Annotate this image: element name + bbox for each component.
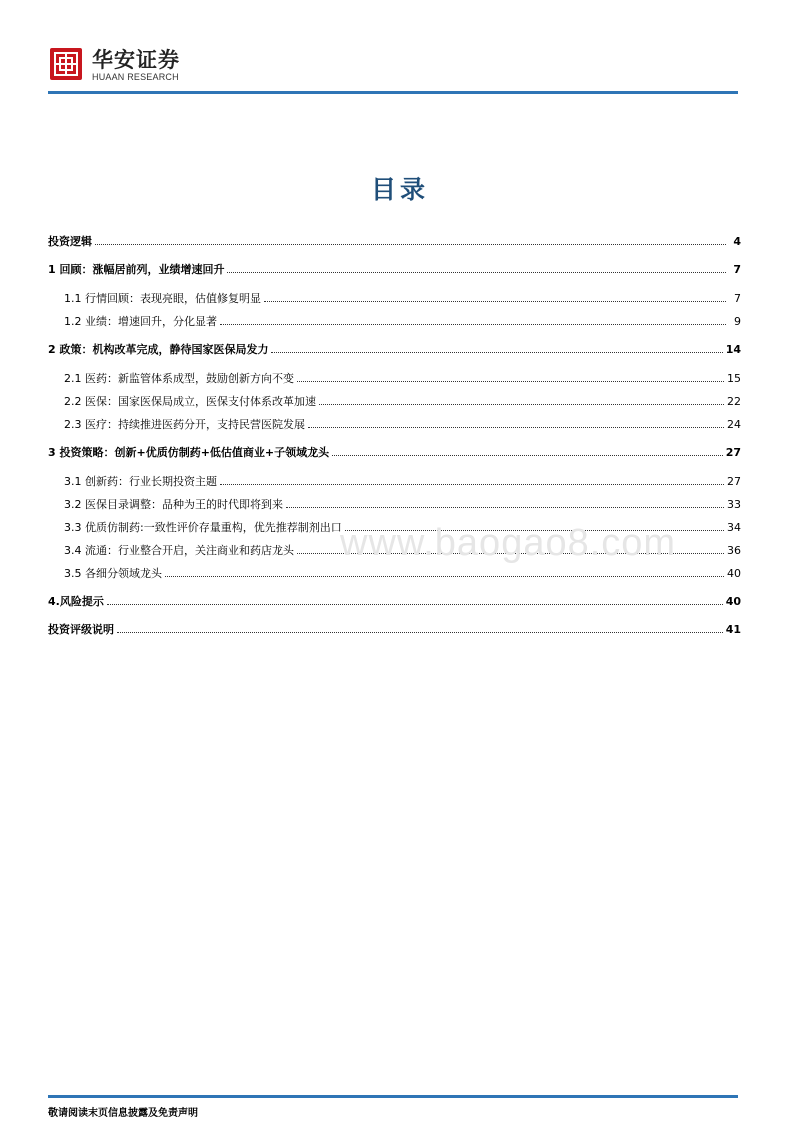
toc-entry-page: 33 [727,498,741,511]
toc-entry-page: 36 [727,544,741,557]
toc-leader-dots [117,620,723,633]
toc-leader-dots [271,340,722,353]
toc-leader-dots [319,392,724,405]
toc-entry[interactable] [48,415,741,433]
toc-entry[interactable] [48,232,741,250]
toc-entry-label: 2 政策：机构改革完成，静待国家医保局发力 [48,343,269,356]
toc-entry-page: 40 [725,595,741,608]
toc-entry-page: 9 [734,315,741,328]
toc-entry-label: 3.1 创新药：行业长期投资主题 [64,475,217,488]
toc-entry-page: 22 [727,395,741,408]
footer-disclaimer: 敬请阅读末页信息披露及免责声明 [48,1108,198,1119]
toc-leader-dots [227,260,726,273]
toc-entry-page: 27 [727,475,741,488]
toc-entry-page: 15 [727,372,741,385]
toc-entry-label: 投资评级说明 [48,623,114,636]
toc-entry-label: 2.2 医保：国家医保局成立，医保支付体系改革加速 [64,395,316,408]
toc-entry-page: 14 [725,343,741,356]
page-header [0,0,800,100]
toc-entry-label: 3.4 流通：行业整合开启，关注商业和药店龙头 [64,544,294,557]
watermark: www.baogao8.com [340,522,677,564]
toc-leader-dots [220,312,726,325]
toc-entry-page: 27 [725,446,741,459]
logo-chinese-name: 华安证券 [92,47,180,72]
toc-entry[interactable] [48,564,741,582]
toc-entry-label: 2.3 医疗：持续推进医药分开，支持民营医院发展 [64,418,305,431]
toc-entry-label: 3.5 各细分领域龙头 [64,567,162,580]
toc-entry[interactable] [48,260,741,278]
toc-leader-dots [332,443,723,456]
toc-entry[interactable] [48,289,741,307]
toc-entry-page: 34 [727,521,741,534]
toc-entry-label: 3.3 优质仿制药:一致性评价存量重构，优先推荐制剂出口 [64,521,342,534]
toc-leader-dots [308,415,724,428]
toc-entry[interactable] [48,495,741,513]
toc-entry[interactable] [48,443,741,461]
toc-entry-page: 41 [725,623,741,636]
toc-leader-dots [107,592,723,605]
toc-entry[interactable] [48,592,741,610]
toc-entry-page: 7 [733,263,741,276]
toc-entry[interactable] [48,369,741,387]
toc-entry-page: 4 [733,235,741,248]
toc-entry[interactable] [48,312,741,330]
toc-entry[interactable] [48,472,741,490]
toc-entry-page: 7 [734,292,741,305]
page-title: 目录 [370,175,429,204]
toc-entry-page: 24 [727,418,741,431]
toc-entry[interactable] [48,340,741,358]
toc-entry-label: 1.2 业绩：增速回升，分化显著 [64,315,217,328]
toc-leader-dots [286,495,724,508]
toc-entry-label: 投资逻辑 [48,235,92,248]
toc-leader-dots [165,564,724,577]
toc-entry-label: 1 回顾：涨幅居前列，业绩增速回升 [48,263,225,276]
toc-entry-label: 3 投资策略：创新+优质仿制药+低估值商业+子领域龙头 [48,446,330,459]
toc-entry-label: 3.2 医保目录调整：品种为王的时代即将到来 [64,498,283,511]
toc-leader-dots [220,472,724,485]
toc-entry-label: 4.风险提示 [48,595,104,608]
toc-entry[interactable] [48,620,741,638]
toc-entry-label: 1.1 行情回顾：表现亮眼，估值修复明显 [64,292,261,305]
toc-leader-dots [297,369,724,382]
huaan-logo-icon [50,48,82,80]
toc-leader-dots [95,232,726,245]
toc-entry[interactable] [48,392,741,410]
toc-leader-dots [264,289,726,302]
logo-english-name: HUAAN RESEARCH [92,72,179,82]
toc-entry-page: 40 [727,567,741,580]
footer-divider [48,1095,738,1098]
header-divider [48,91,738,94]
toc-entry-label: 2.1 医药：新监管体系成型，鼓励创新方向不变 [64,372,294,385]
